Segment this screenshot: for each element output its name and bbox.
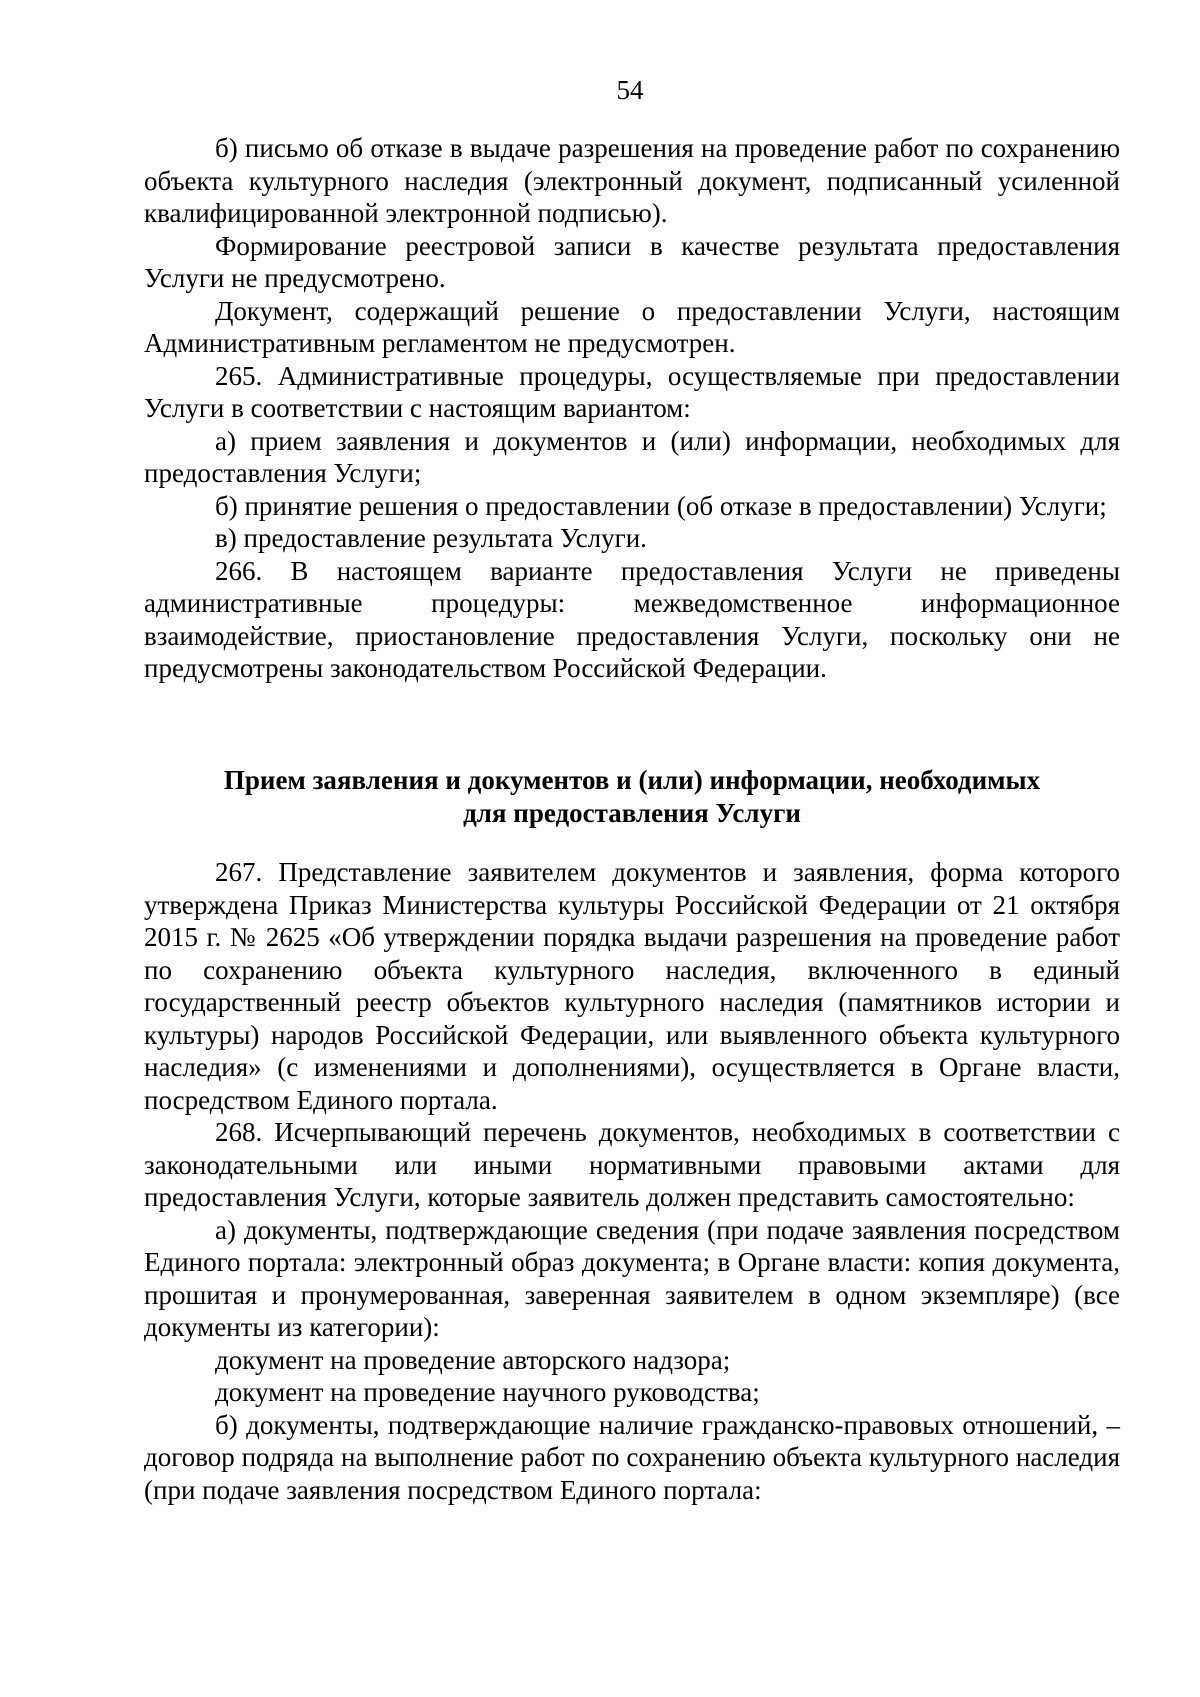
paragraph-265-b: б) принятие решения о предоставлении (об отказе в предоставлении) Услуги; (215, 490, 1107, 521)
paragraph-268-b: б) документы, подтверждающие наличие гражданско-правовых отношений, – договор подряда на выполнение работ по сохранению объекта культурного наследия (при подаче заявления посредством Единого портала: (144, 1409, 1120, 1505)
section-heading (144, 764, 1120, 829)
section-heading-line-2: для предоставления Услуги (463, 797, 801, 828)
paragraph-268-a: а) документы, подтверждающие сведения (при подаче заявления посредством Единого портала: электронный образ документа; в Органе власти: копия документа, прошитая и пронумерованная, заверенная заявителем в одном экземпляре) (все документы из категории): (144, 1214, 1120, 1342)
paragraph-scientific-guidance: документ на проведение научного руководства; (215, 1377, 760, 1407)
paragraph-registry-record: Формирование реестровой записи в качестве результата предоставления Услуги не предусмотрено. (144, 230, 1120, 293)
paragraph-265: 265. Административные процедуры, осуществляемые при предоставлении Услуги в соответствии с настоящим вариантом: (144, 360, 1120, 423)
paragraph-266: 266. В настоящем варианте предоставления Услуги не приведены административные процедуры: межведомственное информационное взаимодействие, приостановление предоставления Услуги, поскольку они не предусмотрены законодательством Российской Федерации. (144, 555, 1120, 683)
paragraph-refusal-letter: б) письмо об отказе в выдаче разрешения на проведение работ по сохранению объекта культурного наследия (электронный документ, подписанный усиленной квалифицированной электронной подписью). (144, 133, 1120, 228)
paragraph-265-a: а) прием заявления и документов и (или) информации, необходимых для предоставления Услуги; (144, 425, 1120, 488)
paragraph-author-supervision: документ на проведение авторского надзора; (215, 1344, 731, 1375)
paragraph-267: 267. Представление заявителем документов и заявления, форма которого утверждена Приказ Министерства культуры Российской Федерации от 21 октября 2015 г. № 2625 «Об утверждении порядка выдачи разрешения на проведение работ по сохранению объекта культурного наследия, включенного в единый государственный реестр объектов культурного наследия (памятников истории и культуры) народов Российской Федерации, или выявленного объекта культурного наследия» (с изменениями и дополнениями), осуществляется в Органе власти, посредством Единого портала. (144, 857, 1120, 1115)
bottom-text-block (144, 856, 1120, 1506)
paragraph-265-c: в) предоставление результата Услуги. (215, 523, 647, 553)
paragraph-268: 268. Исчерпывающий перечень документов, необходимых в соответствии с законодательными или иными нормативными правовыми актами для предоставления Услуги, которые заявитель должен представить самостоятельно: (144, 1117, 1120, 1212)
top-text-block (144, 132, 1120, 685)
page-number: 54 (616, 75, 644, 105)
section-heading-line-1: Прием заявления и документов и (или) информации, необходимых (223, 765, 1041, 795)
paragraph-decision-document: Документ, содержащий решение о предоставлении Услуги, настоящим Административным регламентом не предусмотрен. (144, 295, 1120, 358)
